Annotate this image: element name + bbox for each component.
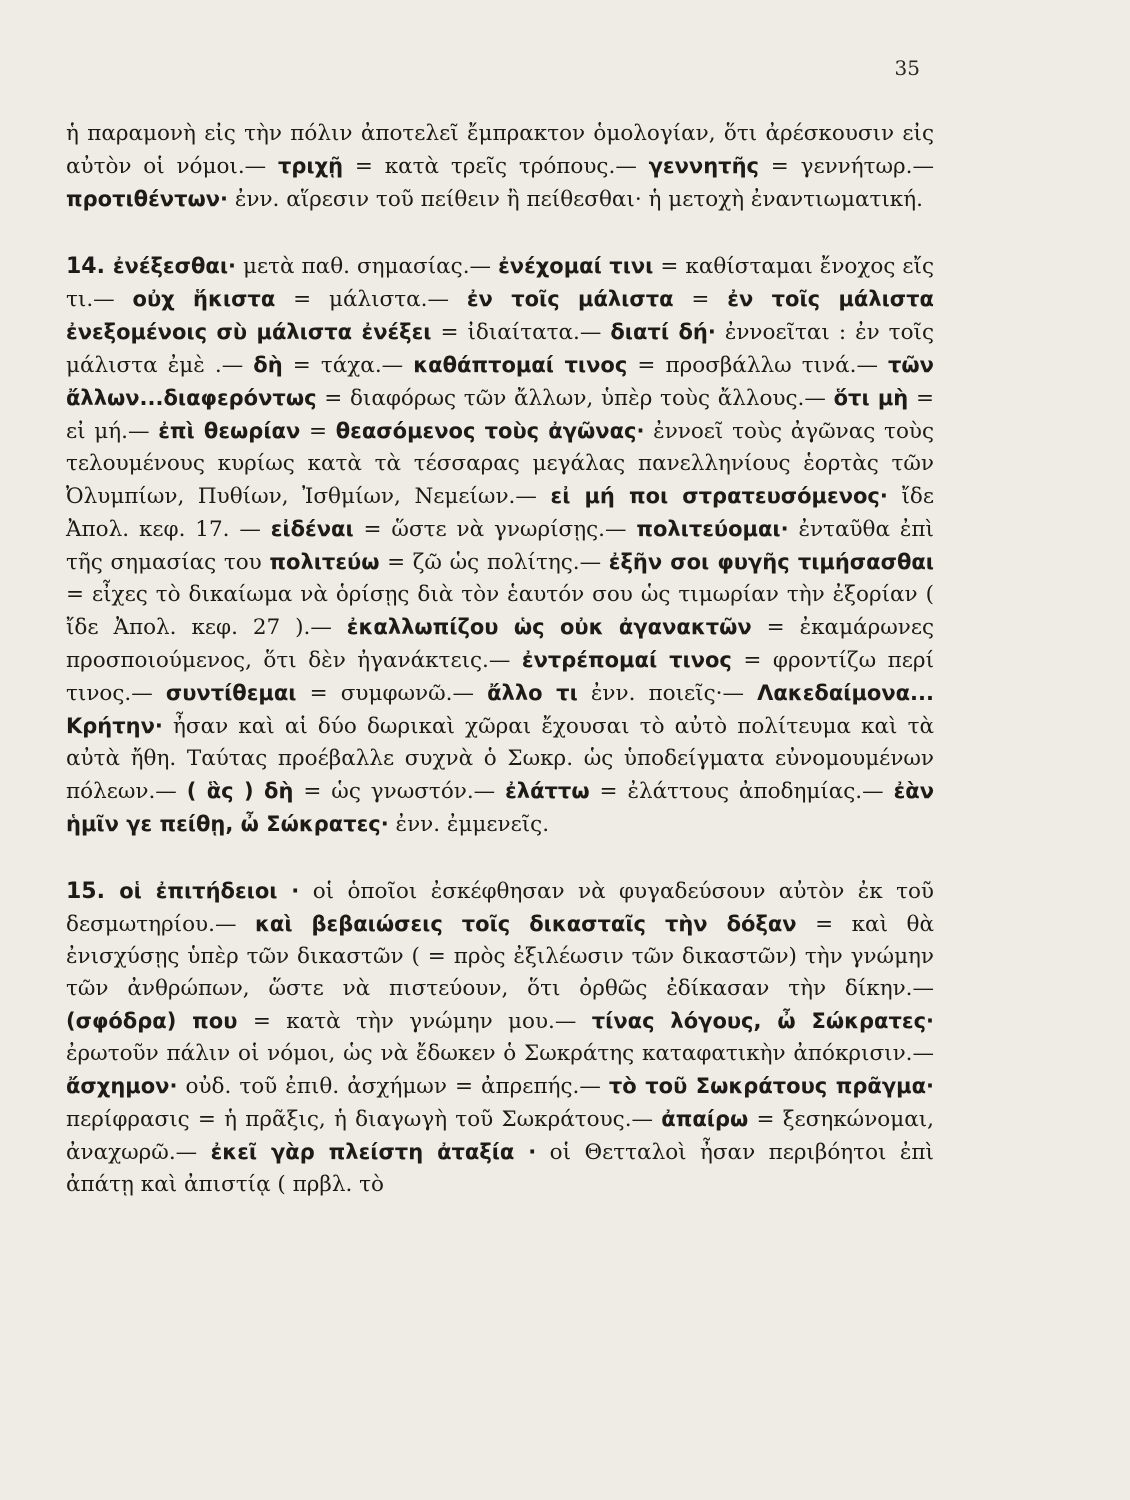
- gloss-text: ἐννοεῖ τοὺς ἀγῶνας τοὺς τελουμένους κυρίως κατὰ τὰ τέσσαρας μεγάλας πανελληνίους ἑορτὰς τῶν Ὀλυμπίων, Πυθίων, Ἰσθμίων, Νεμείων.—: [66, 419, 935, 509]
- lemma: ἐν τοῖς μάλιστα: [466, 287, 674, 311]
- gloss-text: = προσβάλλω τινά.—: [627, 353, 889, 378]
- lemma: ἐν τοῖς μάλιστα ἐνεξομένοις σὺ μάλιστα ἐνέξει: [66, 287, 934, 344]
- lemma: ἐπὶ θεωρίαν: [158, 419, 301, 443]
- gloss-text: = εἰ μή.—: [66, 386, 934, 444]
- gloss-text: = εἶχες τὸ δικαίωμα νὰ ὁρίσῃς διὰ τὸν ἑαυτόν σου ὡς τιμωρίαν τὴν ἐξορίαν ( ἴδε Ἀπολ. κεφ. 27 ).—: [66, 582, 934, 640]
- gloss-text: οὐδ. τοῦ ἐπιθ. ἀσχήμων = ἀπρεπής.—: [177, 1074, 609, 1099]
- lemma: εἰ μή ποι στρατευσόμενος·: [550, 484, 888, 508]
- lemma: ἄσχημον·: [66, 1074, 178, 1098]
- lemma: οὐχ ἥκιστα: [132, 287, 276, 311]
- gloss-text: = συμφωνῶ.—: [296, 681, 488, 706]
- paragraph-2: [66, 250, 934, 841]
- lemma: συντίθεμαι: [165, 681, 297, 705]
- gloss-text: ἐρωτοῦν πάλιν οἱ νόμοι, ὡς νὰ ἔδωκεν ὁ Σωκράτης καταφατικὴν ἀπόκρισιν.—: [66, 1041, 934, 1066]
- gloss-text: περίφρασις = ἡ πρᾶξις, ἡ διαγωγὴ τοῦ Σωκράτους.—: [66, 1107, 662, 1132]
- paragraph-gap: [66, 216, 934, 250]
- lemma: πολιτεύω: [269, 550, 380, 574]
- lemma: γεννητῆς: [648, 154, 759, 178]
- page-text: [66, 118, 934, 1201]
- lemma: ἐνέξεσθαι·: [112, 254, 236, 278]
- gloss-text: ἐνν. αἵρεσιν τοῦ πείθειν ἢ πείθεσθαι· ἡ μετοχὴ ἐναντιωματική.: [228, 187, 923, 212]
- gloss-text: = κατὰ τρεῖς τρόπους.—: [343, 154, 649, 179]
- gloss-text: = ἐλάττους ἀποδημίας.—: [589, 779, 894, 804]
- lemma: καὶ βεβαιώσεις τοῖς δικασταῖς τὴν δόξαν: [254, 912, 797, 936]
- gloss-text: = ὡς γνωστόν.—: [293, 779, 506, 804]
- paragraph-3: [66, 875, 934, 1201]
- lemma: τίνας λόγους, ὦ Σώκρατες·: [591, 1009, 934, 1033]
- gloss-text: ἴδε Ἀπολ. κεφ. 17. —: [66, 484, 934, 542]
- gloss-text: = ξεσηκώνομαι, ἀναχωρῶ.—: [66, 1107, 934, 1165]
- lemma: εἰδέναι: [270, 517, 354, 541]
- gloss-text: =: [300, 419, 336, 444]
- gloss-text: = ἐκαμάρωνες προσποιούμενος, ὅτι δὲν ἠγανάκτεις.—: [66, 615, 934, 673]
- paragraph-gap: [66, 841, 934, 875]
- lemma: τῶν ἄλλων...διαφερόντως: [66, 353, 934, 410]
- page-number: 35: [894, 56, 920, 80]
- lemma: διατί δή·: [610, 320, 716, 344]
- gloss-text: ἐνν. ἐμμενεῖς.: [388, 812, 550, 837]
- lemma: ἀπαίρω: [661, 1107, 749, 1131]
- lemma: (σφόδρα) που: [66, 1009, 238, 1033]
- gloss-text: ἐνν. ποιεῖς·—: [577, 681, 758, 706]
- lemma: ἐὰν ἡμῖν γε πείθῃ, ὦ Σώκρατες·: [66, 779, 934, 836]
- gloss-text: οἱ Θετταλοὶ ἦσαν περιβόητοι ἐπὶ ἀπάτῃ καὶ ἀπιστίᾳ ( πρβλ. τὸ: [66, 1140, 934, 1197]
- section-number: 15.: [66, 879, 120, 904]
- gloss-text: = ἰδιαίτατα.—: [431, 320, 611, 345]
- gloss-text: ἦσαν καὶ αἱ δύο δωρικαὶ χῶραι ἔχουσαι τὸ αὐτὸ πολίτευμα καὶ τὰ αὐτὰ ἤθη. Ταύτας προέβαλλε συχνὰ ὁ Σωκρ. ὡς ὑποδείγματα εὐνομουμένων πόλεων.—: [66, 714, 934, 804]
- lemma: θεασόμενος τοὺς ἀγῶνας·: [335, 419, 645, 443]
- lemma: ὅτι μὴ: [833, 386, 909, 410]
- gloss-text: = καὶ θὰ ἐνισχύσῃς ὑπὲρ τῶν δικαστῶν ( = πρὸς ἐξιλέωσιν τῶν δικαστῶν) τὴν γνώμην τῶν ἀνθρώπων, ὥστε νὰ πιστεύουν, ὅτι ὀρθῶς ἐδίκασαν τὴν δίκην.—: [66, 912, 934, 1001]
- lemma: ἐκαλλωπίζου ὡς οὐκ ἀγανακτῶν: [346, 615, 752, 639]
- lemma: ἐκεῖ γὰρ πλείστη ἀταξία ·: [210, 1140, 537, 1164]
- lemma: ἐλάττω: [505, 779, 590, 803]
- lemma: δὴ: [253, 353, 283, 377]
- gloss-text: ἐννοεῖται : ἐν τοῖς μάλιστα ἐμὲ .—: [66, 320, 934, 378]
- lemma: πολιτεύομαι·: [636, 517, 789, 541]
- gloss-text: = καθίσταμαι ἔνοχος εἴς τι.—: [66, 254, 934, 312]
- gloss-text: ἐνταῦθα ἐπὶ τῆς σημασίας του: [66, 517, 934, 575]
- gloss-text: = φροντίζω περί τινος.—: [66, 648, 935, 706]
- gloss-text: = γεννήτωρ.—: [758, 154, 935, 179]
- gloss-text: =: [673, 287, 728, 312]
- lemma: ( ἃς ) δὴ: [186, 779, 294, 803]
- gloss-text: = ὥστε νὰ γνωρίσῃς.—: [353, 517, 637, 542]
- lemma: ἐντρέπομαί τινος: [521, 648, 732, 672]
- section-number: 14.: [66, 254, 113, 279]
- lemma: καθάπτομαί τινος: [413, 353, 628, 377]
- lemma: τριχῇ: [277, 154, 344, 178]
- lemma: ἄλλο τι: [487, 681, 578, 705]
- lemma: ἐξῆν σοι φυγῆς τιμήσασθαι: [608, 550, 934, 574]
- gloss-text: = μάλιστα.—: [275, 287, 467, 312]
- lemma: τὸ τοῦ Σωκράτους πρᾶγμα·: [608, 1074, 934, 1098]
- gloss-text: οἱ ὁποῖοι ἐσκέφθησαν νὰ φυγαδεύσουν αὐτὸν ἐκ τοῦ δεσμωτηρίου.—: [66, 879, 934, 937]
- gloss-text: = κατὰ τὴν γνώμην μου.—: [237, 1009, 592, 1034]
- gloss-text: μετὰ παθ. σημασίας.—: [235, 254, 499, 279]
- gloss-text: = διαφόρως τῶν ἄλλων, ὑπὲρ τοὺς ἄλλους.—: [316, 386, 834, 411]
- gloss-text: ἡ παραμονὴ εἰς τὴν πόλιν ἀποτελεῖ ἔμπρακτον ὁμολογίαν, ὅτι ἀρέσκουσιν εἰς αὐτὸν οἱ νόμοι.—: [66, 121, 934, 179]
- lemma: Λακεδαίμονα... Κρήτην·: [66, 681, 934, 738]
- gloss-text: = ζῶ ὡς πολίτης.—: [379, 550, 609, 575]
- lemma: ἐνέχομαί τινι: [498, 254, 654, 278]
- lemma: προτιθέντων·: [66, 187, 229, 211]
- gloss-text: = τάχα.—: [282, 353, 414, 378]
- lemma: οἱ ἐπιτήδειοι ·: [119, 879, 300, 903]
- paragraph-1: [66, 118, 934, 216]
